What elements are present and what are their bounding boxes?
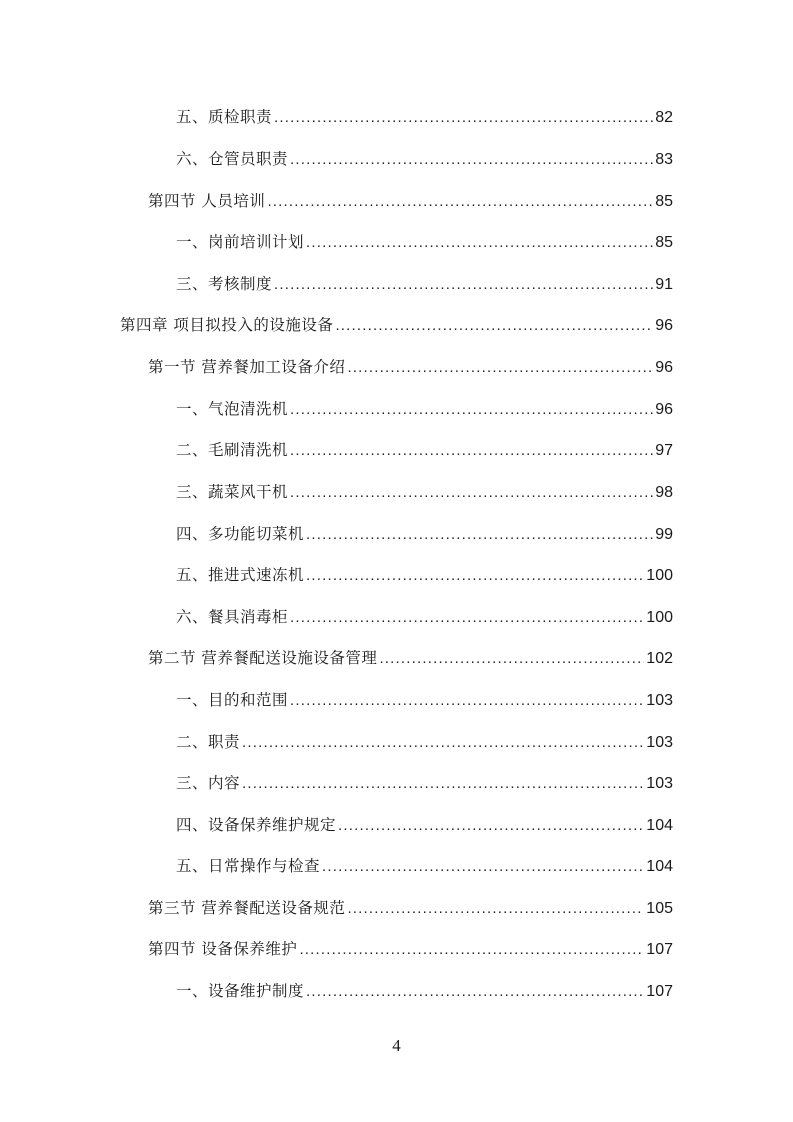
page-number: 4 <box>392 1036 401 1055</box>
dot-leader <box>290 439 653 463</box>
dot-leader <box>338 814 644 838</box>
toc-entry[interactable] <box>148 646 673 670</box>
toc-entry-title: 五、质检职责 <box>176 108 273 126</box>
toc-entry-title: 三、考核制度 <box>176 275 273 293</box>
toc-entry-page: 83 <box>655 151 673 168</box>
toc-entry[interactable] <box>176 813 673 837</box>
dot-leader <box>347 897 644 921</box>
toc-entry-title: 四、多功能切菜机 <box>176 525 305 543</box>
dot-leader <box>347 356 653 380</box>
dot-leader <box>322 855 644 879</box>
toc-entry[interactable] <box>148 189 673 213</box>
toc-entry[interactable] <box>176 272 673 296</box>
toc-entry-page: 107 <box>646 941 673 958</box>
toc-entry[interactable] <box>176 688 673 712</box>
toc-entry-page: 100 <box>646 609 673 626</box>
dot-leader <box>299 938 644 962</box>
toc-entry-title: 二、职责 <box>176 733 241 751</box>
toc-entry[interactable] <box>176 230 673 254</box>
toc-entry-title: 三、内容 <box>176 774 241 792</box>
dot-leader <box>290 398 653 422</box>
dot-leader <box>242 731 644 755</box>
dot-leader <box>306 523 653 547</box>
toc-entry-page: 103 <box>646 734 673 751</box>
toc-entry[interactable] <box>176 979 673 1003</box>
dot-leader <box>306 980 644 1004</box>
toc-entry-page: 96 <box>655 317 673 334</box>
toc-entry-page: 102 <box>646 650 673 667</box>
toc-entry[interactable] <box>148 937 673 961</box>
toc-entry[interactable] <box>176 480 673 504</box>
dot-leader <box>242 772 644 796</box>
dot-leader <box>290 148 653 172</box>
toc-entry-title: 第一节 营养餐加工设备介绍 <box>148 358 346 376</box>
toc-entry[interactable] <box>148 896 673 920</box>
dot-leader <box>306 564 644 588</box>
dot-leader <box>290 606 644 630</box>
toc-entry-title: 一、目的和范围 <box>176 691 289 709</box>
toc-entry-title: 第四节 人员培训 <box>148 192 266 210</box>
toc-entry[interactable] <box>176 771 673 795</box>
toc-entry-title: 六、仓管员职责 <box>176 150 289 168</box>
toc-entry-page: 82 <box>655 109 673 126</box>
toc-entry-title: 一、设备维护制度 <box>176 982 305 1000</box>
toc-entry[interactable] <box>176 522 673 546</box>
toc-entry-title: 第四节 设备保养维护 <box>148 940 298 958</box>
toc-entry[interactable] <box>176 438 673 462</box>
toc-entry[interactable] <box>148 355 673 379</box>
toc-entry[interactable] <box>176 563 673 587</box>
dot-leader <box>306 231 653 255</box>
toc-entry-title: 六、餐具消毒柜 <box>176 608 289 626</box>
toc-entry-title: 五、推进式速冻机 <box>176 566 305 584</box>
toc-entry-title: 第三节 营养餐配送设备规范 <box>148 899 346 917</box>
toc-entry-page: 97 <box>655 442 673 459</box>
toc-entry[interactable] <box>176 397 673 421</box>
toc-entry-page: 85 <box>655 234 673 251</box>
dot-leader <box>290 481 653 505</box>
toc-entry[interactable] <box>176 854 673 878</box>
toc-entry-page: 104 <box>646 817 673 834</box>
toc-entry-page: 99 <box>655 526 673 543</box>
toc-entry-page: 91 <box>655 276 673 293</box>
toc-entry-page: 103 <box>646 692 673 709</box>
toc-entry-title: 一、岗前培训计划 <box>176 233 305 251</box>
toc-entry-title: 五、日常操作与检查 <box>176 857 321 875</box>
toc-entry[interactable] <box>176 730 673 754</box>
toc-entry-title: 一、气泡清洗机 <box>176 400 289 418</box>
toc-entry[interactable] <box>176 605 673 629</box>
toc-entry-title: 三、蔬菜风干机 <box>176 483 289 501</box>
toc-entry-page: 98 <box>655 484 673 501</box>
toc-entry-page: 96 <box>655 359 673 376</box>
toc-entry-title: 第二节 营养餐配送设施设备管理 <box>148 649 378 667</box>
dot-leader <box>274 273 653 297</box>
toc-entry[interactable] <box>120 313 673 337</box>
toc-entry[interactable] <box>176 105 673 129</box>
dot-leader <box>267 190 653 214</box>
toc-entry-title: 二、毛刷清洗机 <box>176 441 289 459</box>
toc-entry-page: 104 <box>646 858 673 875</box>
dot-leader <box>335 314 653 338</box>
toc-entry-title: 第四章 项目拟投入的设施设备 <box>120 316 334 334</box>
dot-leader <box>379 647 644 671</box>
dot-leader <box>290 689 644 713</box>
toc-entry-page: 105 <box>646 900 673 917</box>
toc-entry-page: 96 <box>655 401 673 418</box>
toc-entry-page: 85 <box>655 193 673 210</box>
toc-entry-page: 103 <box>646 775 673 792</box>
toc-entry-page: 107 <box>646 983 673 1000</box>
toc-entry-page: 100 <box>646 567 673 584</box>
toc-entry[interactable] <box>176 147 673 171</box>
dot-leader <box>274 106 653 130</box>
toc-entry-title: 四、设备保养维护规定 <box>176 816 337 834</box>
